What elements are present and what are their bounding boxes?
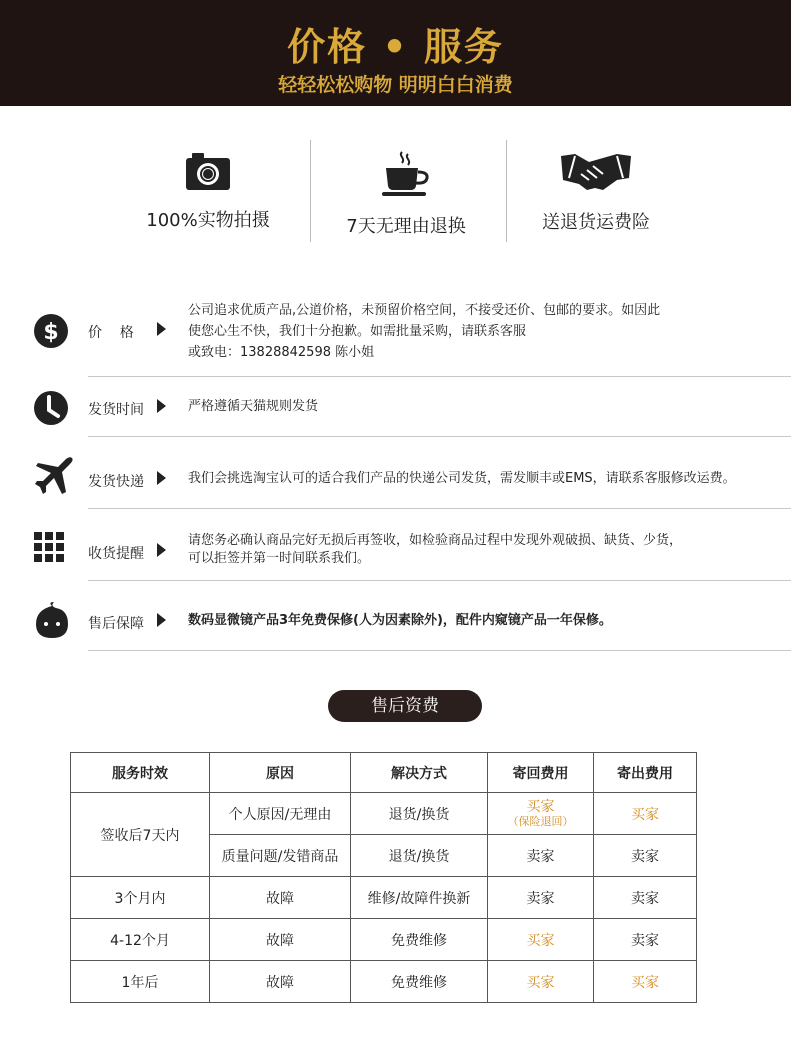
table-cell-send-fee: 卖家 [594,835,697,877]
table-cell-solution: 退货/换货 [351,793,488,835]
table-header-cell: 寄回费用 [488,753,594,793]
table-cell-solution: 免费维修 [351,961,488,1003]
table-header-row [71,753,697,793]
info-after-sales [0,596,791,650]
arrow-right-icon [157,471,166,485]
camera-icon [184,150,232,192]
table-cell-reason: 故障 [210,877,351,919]
arrow-right-icon [157,322,166,336]
table-cell-return-fee: 卖家 [488,835,594,877]
info-price-text: 公司追求优质产品,公道价格，未预留价格空间，不接受还价、包邮的要求。如因此 使您心生不快，我们十分抱歉。如需批量采购，请联系客服 或致电：13828842598 陈小姐 [188,303,661,360]
handshake-icon [559,150,633,194]
table-cell-reason: 故障 [210,919,351,961]
table-cell-solution: 维修/故障件换新 [351,877,488,919]
table-row [71,793,697,835]
svg-text:$: $ [43,320,59,345]
table-cell-period: 3个月内 [71,877,210,919]
airplane-icon [34,456,74,496]
table-cell-solution: 免费维修 [351,919,488,961]
info-courier-text: 我们会挑选淘宝认可的适合我们产品的快递公司发货，需发顺丰或EMS，请联系客服修改运费。 [188,471,736,486]
table-header-cell: 原因 [210,753,351,793]
table-cell-return-fee: 买家 [488,919,594,961]
table-row [71,919,697,961]
coffee-cup-icon [378,150,434,198]
divider [88,580,791,581]
grid-icon [34,532,64,562]
table-cell-send-fee: 卖家 [594,919,697,961]
table-cell-period: 1年后 [71,961,210,1003]
fees-title: 售后资费 [328,690,482,722]
table-cell-return-fee: 买家 （保险退回） [488,793,594,835]
page-title: 价格 • 服务 [287,25,504,69]
divider [88,436,791,437]
divider [88,508,791,509]
table-header-cell: 解决方式 [351,753,488,793]
table-cell-period: 签收后7天内 [71,793,210,877]
info-receipt-text: 请您务必确认商品完好无损后再签收，如检验商品过程中发现外观破损、缺货、少货， 可以拒签并第一时间联系我们。 [188,533,683,566]
return-fee-note: （保险退回） [507,814,574,828]
info-shipping-time-text: 严格遵循天猫规则发货 [188,399,319,414]
feature-insurance-label: 送退货运费险 [542,212,650,233]
info-shipping-time [0,388,791,436]
info-price-label: 价 格 [88,325,134,341]
page-header [0,0,791,106]
info-after-sales-text: 数码显微镜产品3年免费保修(人为因素除外)，配件内窥镜产品一年保修。 [188,613,612,628]
dollar-icon [34,314,68,348]
arrow-right-icon [157,613,166,627]
feature-strip [0,140,791,250]
table-cell-send-fee: 买家 [594,961,697,1003]
info-receipt-label: 收货提醒 [88,546,144,562]
table-cell-solution: 退货/换货 [351,835,488,877]
chat-face-icon [34,602,70,640]
table-cell-send-fee: 买家 [594,793,697,835]
table-row [71,877,697,919]
divider [88,376,791,377]
table-cell-return-fee: 卖家 [488,877,594,919]
feature-photo-label: 100%实物拍摄 [146,210,270,231]
info-shipping-time-label: 发货时间 [88,402,144,418]
table-cell-reason: 个人原因/无理由 [210,793,351,835]
clock-icon [34,391,68,425]
info-price [0,296,791,376]
info-courier-label: 发货快递 [88,474,144,490]
arrow-right-icon [157,543,166,557]
table-header-cell: 寄出费用 [594,753,697,793]
arrow-right-icon [157,399,166,413]
divider [88,650,791,651]
page-subtitle: 轻轻松松购物 明明白白消费 [278,74,513,96]
table-cell-return-fee: 买家 [488,961,594,1003]
table-cell-reason: 故障 [210,961,351,1003]
table-cell-send-fee: 卖家 [594,877,697,919]
feature-return [306,150,506,238]
fees-table [70,752,697,1003]
feature-insurance [496,150,696,234]
feature-photo [108,150,308,232]
feature-return-label: 7天无理由退换 [346,216,466,237]
table-row [71,961,697,1003]
table-cell-reason: 质量问题/发错商品 [210,835,351,877]
info-receipt [0,522,791,580]
info-courier [0,452,791,508]
info-after-sales-label: 售后保障 [88,616,144,632]
table-header-cell: 服务时效 [71,753,210,793]
table-cell-period: 4-12个月 [71,919,210,961]
